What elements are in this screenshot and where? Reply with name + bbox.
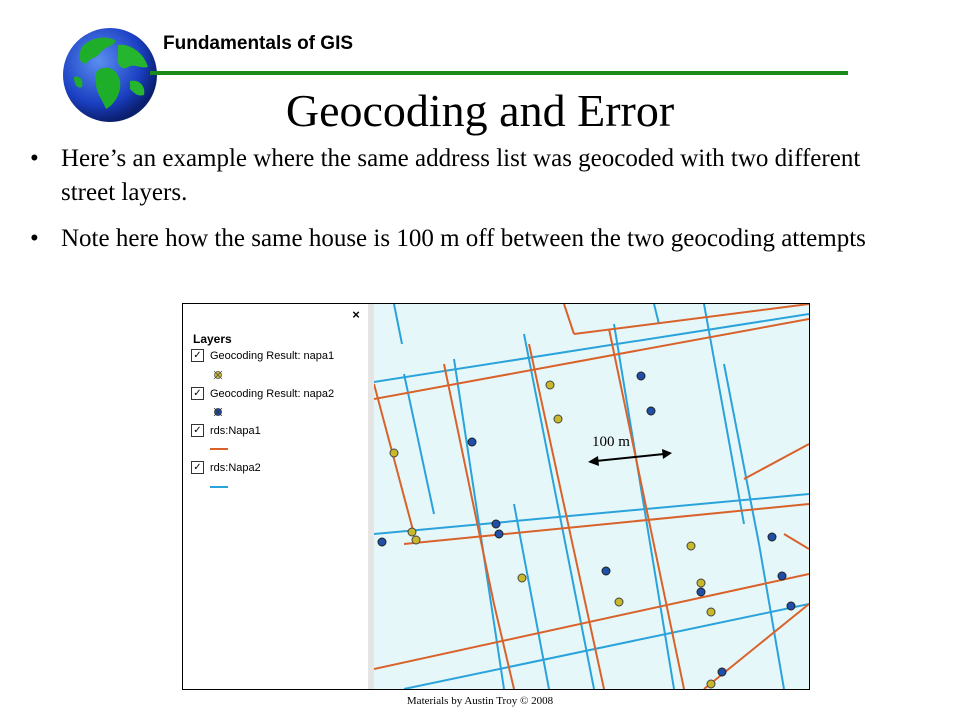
bullet-text: Here’s an example where the same address list was geocoded with two different street layers. [61, 145, 861, 206]
checkmark-icon: ✓ [193, 462, 202, 473]
checkmark-icon: ✓ [193, 388, 202, 399]
layer-row-napa1-result[interactable] [191, 349, 334, 362]
layer-row-rds-napa2[interactable] [191, 461, 261, 474]
layer-label: rds:Napa2 [210, 461, 261, 474]
bullet-dot: • [30, 145, 39, 172]
course-title: Fundamentals of GIS [163, 33, 354, 54]
checkmark-icon: ✓ [193, 425, 202, 436]
map-view[interactable] [374, 304, 809, 689]
layer-label: Geocoding Result: napa2 [210, 387, 335, 400]
bullet-list [30, 142, 910, 268]
layer-checkbox[interactable] [191, 461, 204, 474]
checkmark-icon: ✓ [193, 350, 202, 361]
layer-row-rds-napa1[interactable] [191, 424, 261, 437]
bullet-item [30, 222, 910, 256]
layer-label: Geocoding Result: napa1 [210, 349, 335, 362]
header-divider [150, 71, 848, 75]
distance-label: 100 m [592, 434, 630, 450]
orange-line-symbol-icon [210, 446, 228, 452]
gis-screenshot [182, 303, 810, 690]
bullet-text: Note here how the same house is 100 m off between the two geocoding attempts [61, 225, 866, 252]
blue-line-symbol-icon [210, 484, 228, 490]
layer-label: rds:Napa1 [210, 424, 261, 437]
yellow-point-symbol-icon [211, 368, 225, 382]
layer-checkbox[interactable] [191, 387, 204, 400]
close-icon[interactable]: × [352, 307, 360, 322]
bullet-dot: • [30, 225, 39, 252]
layer-checkbox[interactable] [191, 424, 204, 437]
layer-checkbox[interactable] [191, 349, 204, 362]
bullet-item [30, 142, 910, 210]
toc-title: Layers [193, 332, 232, 346]
layer-row-napa2-result[interactable] [191, 387, 334, 400]
slide-title: Geocoding and Error [285, 85, 675, 136]
table-of-contents-panel [183, 304, 369, 689]
footer-credit: Materials by Austin Troy © 2008 [406, 695, 554, 707]
blue-point-symbol-icon [211, 405, 225, 419]
